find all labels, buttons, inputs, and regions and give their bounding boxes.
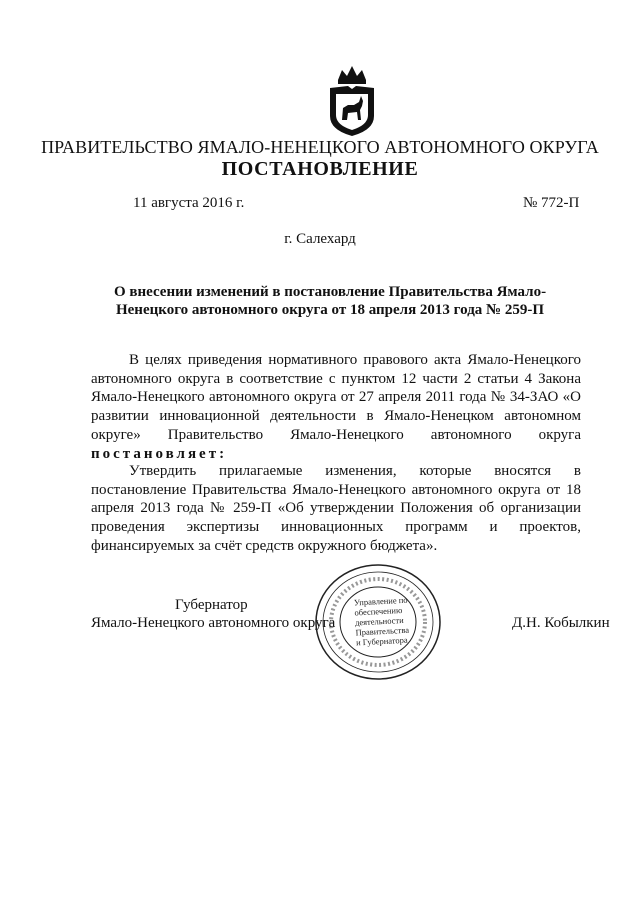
stamp-line: Правительства — [355, 624, 410, 638]
document-type: ПОСТАНОВЛЕНИЕ — [221, 158, 419, 180]
document-number: № 772-П — [523, 195, 580, 211]
paragraph-1-text: В целях приведения нормативного правового акта Ямало-Ненецкого автономного округа в соответствие с пунктом 12 части 2 статьи 4 Закона Ямало-Ненецкого автономного округа от 27 апреля 2011 года № 34-ЗАО «О развитии инновационной деятельности в Ямало-Ненецком автономном округе» Правительство Ямало-Ненецкого автономного округа — [91, 352, 581, 443]
body-paragraph-1 — [91, 351, 581, 463]
signatory-position: Губернатор — [175, 597, 248, 613]
document-city: г. Салехард — [284, 231, 356, 247]
stamp-line: Управление по — [353, 594, 408, 608]
government-title: ПРАВИТЕЛЬСТВО ЯМАЛО-НЕНЕЦКОГО АВТОНОМНОГО ОКРУГА — [41, 137, 599, 157]
document-heading: О внесении изменений в постановление Правительства Ямало-Ненецкого автономного округа от 18 апреля 2013 года № 259-П — [113, 284, 547, 318]
document-date: 11 августа 2016 г. — [133, 195, 245, 211]
signatory-region: Ямало-Ненецкого автономного округа — [91, 615, 336, 631]
body-paragraph-2: Утвердить прилагаемые изменения, которые вносятся в постановление Правительства Ямало-Ненецкого автономного округа от 18 апреля 2013 года № 259-П «Об утверждении Положения об организации проведения экспертизы инновационных программ и проектов, финансируемых за счёт средств окружного бюджета». — [91, 463, 581, 554]
coat-of-arms-icon — [328, 58, 376, 138]
stamp-line: обеспечению — [354, 604, 403, 618]
signatory-name: Д.Н. Кобылкин — [512, 615, 610, 631]
stamp-line: и Губернатора — [355, 634, 408, 648]
decree-word: постановляет: — [91, 445, 228, 462]
stamp-text — [354, 595, 413, 648]
stamp-line: деятельности — [354, 614, 404, 628]
